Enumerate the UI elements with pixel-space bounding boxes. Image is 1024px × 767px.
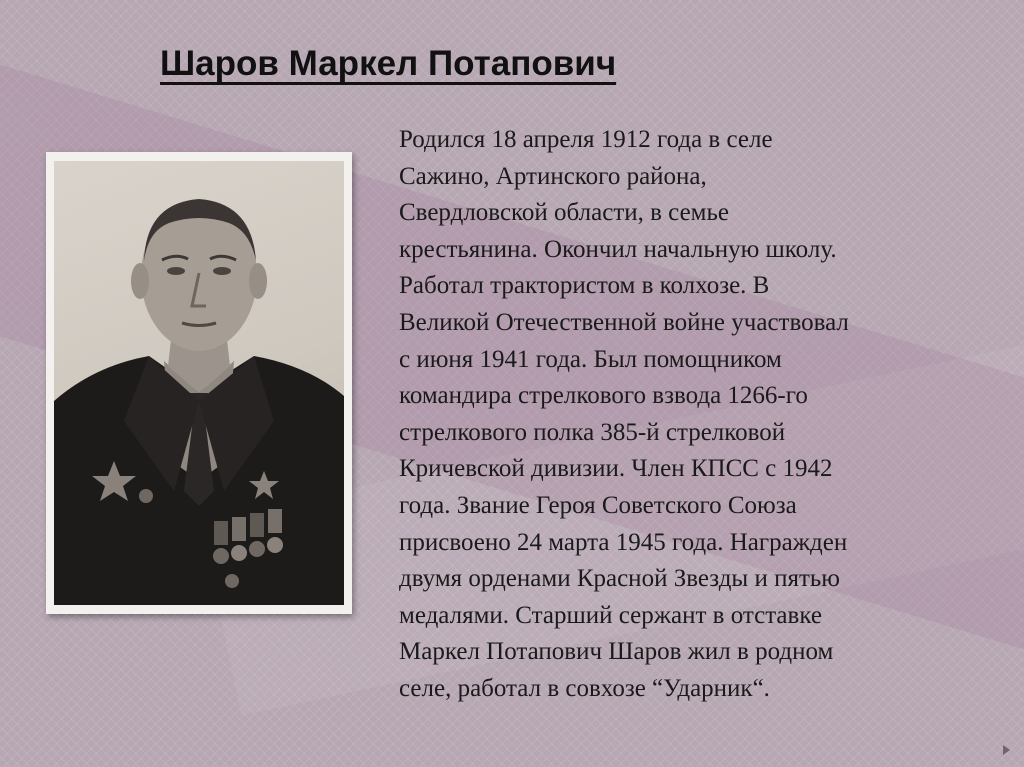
bio-line: крестьянина. Окончил начальную школу. [399,235,837,263]
slide-title: Шаров Маркел Потапович [160,44,617,83]
bio-line: года. Звание Героя Советского Союза [399,491,797,519]
bio-line: Кричевской дивизии. Член КПСС с 1942 [399,455,833,483]
bio-line: Свердловской области, в семье [399,199,729,227]
portrait-illustration [54,161,344,605]
triangle-right-icon[interactable] [1003,745,1010,755]
bio-line: Сажино, Артинского района, [399,162,707,190]
bio-line: стрелкового полка 385-й стрелковой [399,418,786,446]
bio-line: с июня 1941 года. Был помощником [399,345,782,373]
bio-line: селе, работал в совхозе “Ударник“. [399,674,770,702]
biography-text [399,122,999,708]
bio-line: двумя орденами Красной Звезды и пятью [399,565,840,593]
bio-line: Маркел Потапович Шаров жил в родном [399,638,834,666]
portrait-photo [54,161,344,605]
bio-line: Великой Отечественной войне участвовал [399,308,849,336]
bio-line: медалями. Старший сержант в отставке [399,601,822,629]
bio-line: присвоено 24 марта 1945 года. Награжден [399,528,848,556]
bio-line: Работал трактористом в колхозе. В [399,272,770,300]
portrait-photo-frame [46,152,352,614]
bio-line: Родился 18 апреля 1912 года в селе [399,126,773,153]
bio-line: командира стрелкового взвода 1266-го [399,382,808,410]
